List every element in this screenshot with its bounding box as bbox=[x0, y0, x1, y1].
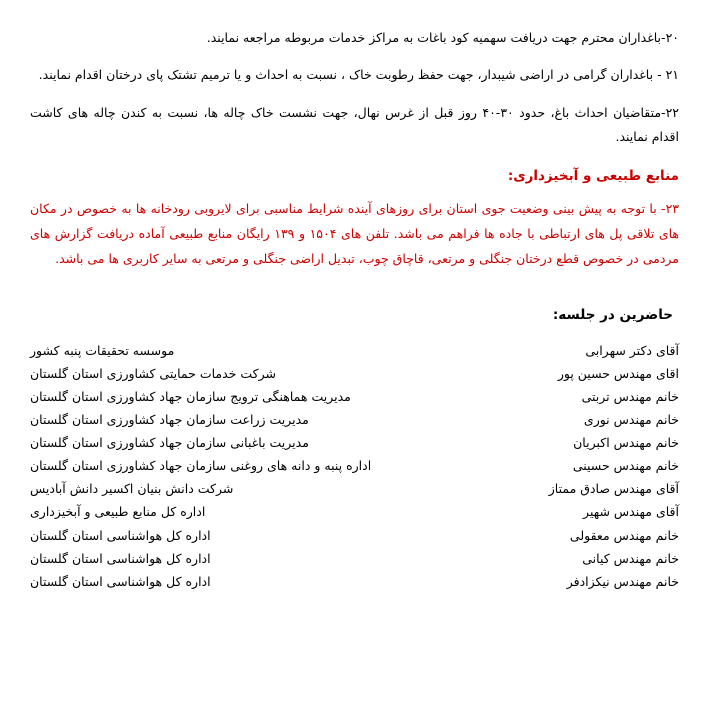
section-heading-natural-resources: منابع طبیعی و آبخیزداری: bbox=[507, 167, 679, 184]
table-row bbox=[30, 547, 679, 570]
table-row bbox=[30, 362, 679, 385]
attendee-name: آقای مهندس شهیر bbox=[583, 504, 679, 520]
attendee-org: اداره کل منابع طبیعی و آبخیزداری bbox=[30, 504, 206, 520]
attendee-org: اداره پنبه و دانه های روغنی سازمان جهاد کشاورزی استان گلستان bbox=[30, 458, 372, 474]
attendee-org: موسسه تحقیقات پنبه کشور bbox=[30, 342, 175, 358]
attendees-table-body bbox=[30, 339, 679, 593]
attendee-name: اقای مهندس حسین پور bbox=[557, 365, 679, 381]
paragraph-21: ۲۱ - باغداران گرامی در اراضی شیبدار، جهت حفظ رطوبت خاک ، نسبت به احداث و یا ترمیم تشتک پای درختان اقدام نمایند. bbox=[38, 67, 679, 83]
paragraph-23: ۲۳- با توجه به پیش بینی وضعیت جوی استان برای روزهای آینده شرایط مناسبی برای لایروبی رودخانه ها به خصوص در مکان های تلاقی پل های ارتباطی با جاده ها فراهم می باشد. تلفن های ۱۵۰۴ و ۱۳۹ رایگان منابع طبیعی آماده دریافت گزارش های مردمی در خصوص قطع درختان جنگلی و مرتعی، قاچاق چوب، تبدیل اراضی جنگلی و مرتعی به سایر کاربری ها می باشد. bbox=[30, 200, 680, 266]
attendee-org: اداره کل هواشناسی استان گلستان bbox=[30, 527, 211, 543]
table-row bbox=[30, 570, 679, 593]
attendee-name: خانم مهندس اکبریان bbox=[573, 435, 679, 450]
table-row bbox=[30, 524, 679, 547]
attendee-name: خانم مهندس تربتی bbox=[581, 388, 679, 404]
table-row bbox=[30, 385, 679, 408]
attendee-name: خانم مهندس کیانی bbox=[582, 550, 679, 566]
attendee-name: آقای مهندس صادق ممتاز bbox=[548, 481, 679, 497]
page-bottom-spacer bbox=[30, 593, 679, 673]
attendee-org: شرکت دانش بنیان اکسیر دانش آبادیس bbox=[30, 481, 234, 497]
table-row bbox=[30, 454, 679, 477]
attendee-name: خانم مهندس نیکزادفر bbox=[566, 573, 679, 589]
paragraph-20: ۲۰-باغداران محترم جهت دریافت سهمیه کود باغات به مراکز خدمات مربوطه مراجعه نمایند. bbox=[206, 30, 679, 45]
attendee-org: مدیریت هماهنگی ترویج سازمان جهاد کشاورزی استان گلستان bbox=[30, 388, 351, 404]
attendee-org: مدیریت باغبانی سازمان جهاد کشاورزی استان گلستان bbox=[30, 435, 309, 450]
paragraph-22: ۲۲-متقاضیان احداث باغ، حدود ۳۰-۴۰ روز قبل از غرس نهال، جهت نشست خاک چاله ها، نسبت به کندن چاله های کاشت اقدام نمایند. bbox=[30, 104, 679, 145]
table-row bbox=[30, 339, 679, 362]
attendees-heading: حاضرین در جلسه: bbox=[552, 306, 673, 323]
attendee-name: خانم مهندس حسینی bbox=[572, 458, 679, 474]
attendee-name: خانم مهندس نوری bbox=[583, 411, 679, 427]
attendee-org: مدیریت زراعت سازمان جهاد کشاورزی استان گلستان bbox=[30, 411, 309, 427]
table-row bbox=[30, 408, 679, 431]
attendee-org: شرکت خدمات حمایتی کشاورزی استان گلستان bbox=[30, 365, 276, 381]
table-row bbox=[30, 431, 679, 454]
attendee-org: اداره کل هواشناسی استان گلستان bbox=[30, 573, 211, 589]
attendee-org: اداره کل هواشناسی استان گلستان bbox=[30, 550, 211, 566]
table-row bbox=[30, 500, 679, 523]
attendee-name: آقای دکتر سهرابی bbox=[585, 342, 679, 358]
attendee-name: خانم مهندس معقولی bbox=[569, 527, 679, 543]
table-row bbox=[30, 477, 679, 500]
attendees-table bbox=[30, 339, 679, 593]
